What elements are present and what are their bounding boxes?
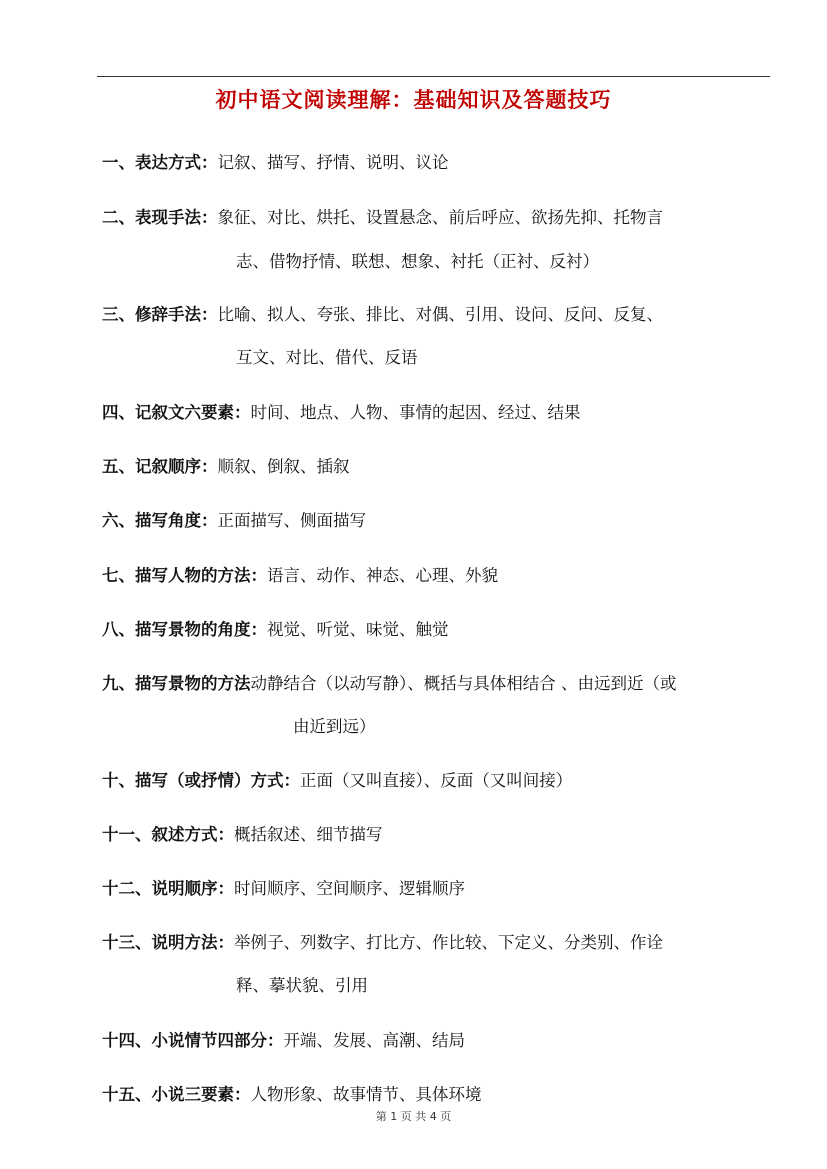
item-label: 十四、小说情节四部分： bbox=[102, 1031, 284, 1050]
item-continuation: 由近到远） bbox=[293, 717, 376, 736]
list-item bbox=[102, 771, 572, 791]
item-label: 四、记叙文六要素： bbox=[102, 403, 251, 422]
list-item bbox=[102, 879, 465, 899]
item-text: 象征、对比、烘托、设置悬念、前后呼应、欲扬先抑、托物言 bbox=[217, 208, 663, 227]
item-text: 动静结合（以动写静）、概括与具体相结合 、由远到近（或 bbox=[250, 674, 677, 693]
item-continuation: 互文、对比、借代、反语 bbox=[236, 348, 418, 367]
list-item bbox=[102, 933, 663, 953]
item-text: 正面描写、侧面描写 bbox=[217, 511, 366, 530]
list-item bbox=[102, 1085, 482, 1105]
item-text: 时间顺序、空间顺序、逻辑顺序 bbox=[234, 879, 465, 898]
item-text: 记叙、描写、抒情、说明、议论 bbox=[217, 153, 449, 172]
header-rule bbox=[97, 76, 770, 77]
item-text: 顺叙、倒叙、插叙 bbox=[217, 457, 350, 476]
list-item bbox=[102, 457, 350, 477]
list-item bbox=[102, 674, 677, 694]
list-item bbox=[102, 825, 383, 845]
item-label: 十三、说明方法： bbox=[102, 933, 234, 952]
item-label: 七、描写人物的方法： bbox=[102, 566, 267, 585]
list-item bbox=[102, 153, 449, 173]
item-text: 开端、发展、高潮、结局 bbox=[283, 1031, 465, 1050]
item-label: 八、描写景物的角度： bbox=[102, 620, 267, 639]
item-text: 视觉、听觉、味觉、触觉 bbox=[267, 620, 449, 639]
list-item bbox=[102, 511, 366, 531]
item-label: 六、描写角度： bbox=[102, 511, 218, 530]
list-item bbox=[102, 1031, 465, 1051]
item-text: 举例子、列数字、打比方、作比较、下定义、分类别、作诠 bbox=[234, 933, 663, 952]
item-label: 五、记叙顺序： bbox=[102, 457, 218, 476]
list-item bbox=[102, 208, 663, 228]
page-title: 初中语文阅读理解：基础知识及答题技巧 bbox=[215, 87, 612, 112]
item-continuation: 志、借物抒情、联想、想象、衬托（正衬、反衬） bbox=[236, 252, 599, 271]
item-text: 概括叙述、细节描写 bbox=[234, 825, 383, 844]
item-text: 正面（又叫直接）、反面（又叫间接） bbox=[300, 771, 573, 790]
item-label: 二、表现手法： bbox=[102, 208, 218, 227]
item-label: 十五、小说三要素： bbox=[102, 1085, 251, 1104]
list-item bbox=[102, 620, 449, 640]
item-label: 十二、说明顺序： bbox=[102, 879, 234, 898]
item-label: 十、描写（或抒情）方式： bbox=[102, 771, 300, 790]
item-label: 十一、叙述方式： bbox=[102, 825, 234, 844]
item-text: 比喻、拟人、夸张、排比、对偶、引用、设问、反问、反复、 bbox=[217, 305, 663, 324]
item-label: 九、描写景物的方法 bbox=[102, 674, 251, 693]
item-text: 人物形象、故事情节、具体环境 bbox=[250, 1085, 482, 1104]
page-footer: 第 1 页 共 4 页 bbox=[375, 1110, 452, 1123]
item-label: 一、表达方式： bbox=[102, 153, 218, 172]
list-item bbox=[102, 305, 663, 325]
item-continuation: 释、摹状貌、引用 bbox=[236, 976, 368, 995]
item-text: 时间、地点、人物、事情的起因、经过、结果 bbox=[250, 403, 581, 422]
list-item bbox=[102, 403, 581, 423]
list-item bbox=[102, 566, 498, 586]
item-text: 语言、动作、神态、心理、外貌 bbox=[267, 566, 498, 585]
item-label: 三、修辞手法： bbox=[102, 305, 218, 324]
